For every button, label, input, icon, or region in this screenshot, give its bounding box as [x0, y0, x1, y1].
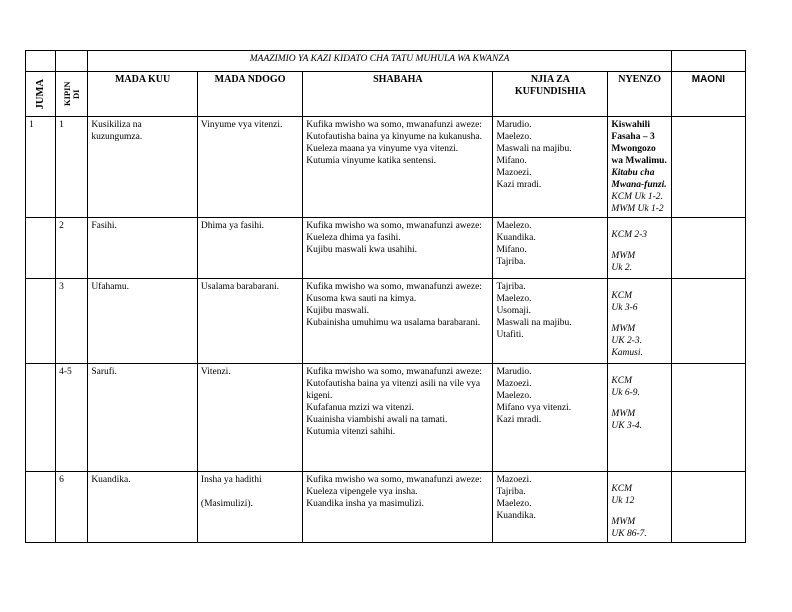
nyenzo-gap — [611, 281, 667, 290]
njia-line: Kuandika. — [496, 233, 536, 243]
cell-juma — [26, 279, 56, 364]
mada-ndogo-line: Vinyume vya vitenzi. — [200, 120, 283, 130]
njia-line: Maelezo. — [496, 391, 532, 401]
cell-kipindi: 4-5 — [56, 364, 88, 472]
cell-maoni — [671, 218, 745, 279]
shabaha-line: Kufafanua mzizi wa vitenzi. — [306, 403, 414, 413]
shabaha-line: Kueleza maana ya vinyume vya vitenzi. — [306, 144, 459, 154]
njia-line: Kazi mradi. — [496, 180, 542, 190]
nyenzo-line: Uk 12 — [611, 496, 635, 506]
nyenzo-line: Kamusi. — [611, 348, 643, 358]
cell-njia — [493, 117, 608, 218]
shabaha-line: Kufika mwisho wa somo, mwanafunzi aweze: — [306, 475, 482, 485]
nyenzo-gap — [611, 220, 667, 229]
cell-mada-ndogo — [197, 279, 302, 364]
cell-kipindi: 6 — [56, 472, 88, 543]
nyenzo-line: UK 3-4. — [611, 421, 643, 431]
shabaha-line: Kujibu maswali. — [306, 306, 370, 316]
shabaha-line: Kufika mwisho wa somo, mwanafunzi aweze: — [306, 367, 482, 377]
title-blank-cell — [26, 51, 56, 72]
cell-nyenzo — [608, 364, 671, 472]
cell-njia — [493, 218, 608, 279]
nyenzo-line: Uk 3-6 — [611, 303, 638, 313]
table-row — [26, 117, 746, 218]
njia-line: Kazi mradi. — [496, 415, 542, 425]
cell-mada-kuu: Kuandika. — [88, 472, 198, 543]
nyenzo-gap — [611, 314, 667, 323]
nyenzo-gap — [611, 366, 667, 375]
njia-line: Mazoezi. — [496, 379, 532, 389]
nyenzo-gap — [611, 399, 667, 408]
cell-juma — [26, 218, 56, 279]
nyenzo-line: KCM — [611, 376, 633, 386]
nyenzo-line: UK 86-7. — [611, 529, 647, 539]
njia-line: Utafiti. — [496, 330, 524, 340]
table-row — [26, 364, 746, 472]
header-njia: NJIA ZA KUFUNDISHIA — [493, 72, 608, 117]
cell-shabaha — [303, 218, 493, 279]
nyenzo-line: UK 2-3. — [611, 336, 643, 346]
njia-line: Mifano vya vitenzi. — [496, 403, 572, 413]
shabaha-line: Kueleza vipengele vya insha. — [306, 487, 418, 497]
header-nyenzo: NYENZO — [608, 72, 671, 117]
cell-njia — [493, 364, 608, 472]
cell-mada-ndogo — [197, 117, 302, 218]
nyenzo-gap — [611, 241, 667, 250]
cell-mada-ndogo — [197, 364, 302, 472]
title-blank-cell — [671, 51, 745, 72]
njia-line: Maelezo. — [496, 294, 532, 304]
cell-shabaha — [303, 472, 493, 543]
njia-line: Tajriba. — [496, 257, 526, 267]
nyenzo-line: Kiswahili Fasaha – 3 — [611, 120, 655, 142]
header-maoni: MAONI — [671, 72, 745, 117]
njia-line: Mifano. — [496, 156, 527, 166]
title-blank-cell — [56, 51, 88, 72]
mada-ndogo-line: Dhima ya fasihi. — [200, 221, 264, 231]
nyenzo-gap — [611, 507, 667, 516]
njia-line: Tajriba. — [496, 487, 526, 497]
cell-maoni — [671, 364, 745, 472]
njia-line: Maswali na majibu. — [496, 144, 572, 154]
nyenzo-line: MWM Uk 1-2 — [611, 204, 664, 214]
nyenzo-line: MWM — [611, 251, 636, 261]
shabaha-line: Kutumia vitenzi sahihi. — [306, 427, 396, 437]
njia-line: Mazoezi. — [496, 168, 532, 178]
cell-juma — [26, 472, 56, 543]
cell-mada-kuu: Ufahamu. — [88, 279, 198, 364]
cell-njia — [493, 472, 608, 543]
nyenzo-line: KCM Uk 1-2. — [611, 192, 663, 202]
njia-line: Tajriba. — [496, 282, 526, 292]
header-mada-ndogo: MADA NDOGO — [197, 72, 302, 117]
cell-kipindi: 2 — [56, 218, 88, 279]
njia-line: Mifano. — [496, 245, 527, 255]
cell-nyenzo — [608, 472, 671, 543]
shabaha-line: Kufika mwisho wa somo, mwanafunzi aweze: — [306, 282, 482, 292]
njia-line: Marudio. — [496, 120, 532, 130]
shabaha-line: Kuainisha viambishi awali na tamati. — [306, 415, 448, 425]
cell-juma: 1 — [26, 117, 56, 218]
header-juma-label: JUMA — [34, 78, 46, 110]
cell-kipindi: 1 — [56, 117, 88, 218]
cell-nyenzo — [608, 218, 671, 279]
njia-line: Usomaji. — [496, 306, 532, 316]
shabaha-line: Kutofautisha baina ya kinyume na kukanusha. — [306, 132, 482, 142]
nyenzo-line: Mwongozo wa Mwalimu. — [611, 144, 667, 166]
mada-ndogo-line: Insha ya hadithi — [200, 475, 262, 485]
shabaha-line: Kusoma kwa sauti na kimya. — [306, 294, 417, 304]
cell-maoni — [671, 472, 745, 543]
nyenzo-line: KCM — [611, 484, 633, 494]
cell-mada-kuu: Sarufi. — [88, 364, 198, 472]
nyenzo-line: Uk 2. — [611, 263, 632, 273]
njia-line: Maelezo. — [496, 221, 532, 231]
njia-line: Maswali na majibu. — [496, 318, 572, 328]
cell-nyenzo — [608, 279, 671, 364]
cell-mada-ndogo — [197, 218, 302, 279]
shabaha-line: Kutumia vinyume katika sentensi. — [306, 156, 437, 166]
njia-line: Marudio. — [496, 367, 532, 377]
nyenzo-line: Uk 6-9. — [611, 388, 640, 398]
shabaha-line: Kufika mwisho wa somo, mwanafunzi aweze: — [306, 120, 482, 130]
header-shabaha: SHABAHA — [303, 72, 493, 117]
table-row — [26, 218, 746, 279]
header-mada-kuu: MADA KUU — [88, 72, 198, 117]
header-juma — [26, 72, 56, 117]
cell-shabaha — [303, 279, 493, 364]
nyenzo-line: MWM — [611, 324, 636, 334]
shabaha-line: Kufika mwisho wa somo, mwanafunzi aweze: — [306, 221, 482, 231]
shabaha-line: Kujibu maswali kwa usahihi. — [306, 245, 418, 255]
nyenzo-line: MWM — [611, 517, 636, 527]
scheme-of-work-table — [25, 50, 746, 543]
table-row — [26, 472, 746, 543]
nyenzo-line: MWM — [611, 409, 636, 419]
njia-line: Mazoezi. — [496, 475, 532, 485]
shabaha-line: Kueleza dhima ya fasihi. — [306, 233, 401, 243]
cell-maoni — [671, 279, 745, 364]
header-kipindi — [56, 72, 88, 117]
cell-nyenzo — [608, 117, 671, 218]
nyenzo-gap — [611, 474, 667, 483]
shabaha-line: Kubainisha umuhimu wa usalama barabarani. — [306, 318, 481, 328]
header-row — [26, 72, 746, 117]
njia-line: Maelezo. — [496, 132, 532, 142]
cell-maoni — [671, 117, 745, 218]
table-body — [26, 117, 746, 543]
mada-ndogo-line: Vitenzi. — [200, 367, 231, 377]
cell-shabaha — [303, 364, 493, 472]
njia-line: Kuandika. — [496, 511, 536, 521]
mada-ndogo-line: (Masimulizi). — [200, 499, 253, 509]
nyenzo-line: KCM — [611, 291, 633, 301]
cell-mada-kuu: Kusikiliza na kuzungumza. — [88, 117, 198, 218]
cell-mada-kuu: Fasihi. — [88, 218, 198, 279]
nyenzo-line: Kitabu cha Mwana-funzi. — [611, 168, 667, 190]
cell-njia — [493, 279, 608, 364]
cell-mada-ndogo — [197, 472, 302, 543]
table-row — [26, 279, 746, 364]
nyenzo-line: KCM 2-3 — [611, 230, 648, 240]
cell-kipindi: 3 — [56, 279, 88, 364]
cell-juma — [26, 364, 56, 472]
njia-line: Maelezo. — [496, 499, 532, 509]
table-title: MAAZIMIO YA KAZI KIDATO CHA TATU MUHULA WA KWANZA — [88, 51, 672, 72]
cell-shabaha — [303, 117, 493, 218]
shabaha-line: Kutofautisha baina ya vitenzi asili na vile vya kigeni. — [306, 379, 481, 401]
mada-ndogo-line: Usalama barabarani. — [200, 282, 279, 292]
line-gap — [201, 486, 299, 498]
header-kipindi-label: KIPIN DI — [61, 81, 81, 107]
title-row — [26, 51, 746, 72]
shabaha-line: Kuandika insha ya masimulizi. — [306, 499, 424, 509]
